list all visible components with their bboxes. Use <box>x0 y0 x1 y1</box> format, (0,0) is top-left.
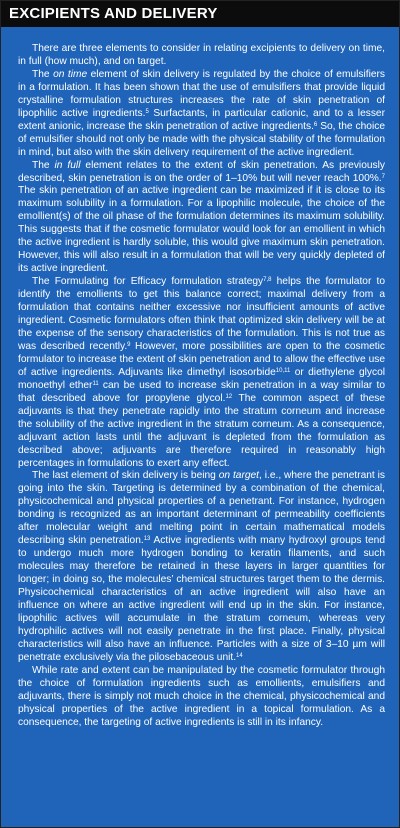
paragraph-text: Active ingredients with many hydroxyl groups tend to undergo much more hydrogen bonding to keratin filaments, and such molecules may therefore be retained in these layers in larger quantities for longer; in doing so, the molecules’ chemical structures target them to the dermis. Physicochemical characteristics of an active ingredient will also have an influence on where an active ingredient will end up in the skin. For instance, lipophilic actives will accumulate in the stratum corneum, whereas very hydrophilic actives will not easily penetrate in the first place. Finally, physical characteristics will also have an influence. Particles with a size of 3–10 µm will penetrate exclusively via the pilosebaceous unit. <box>18 535 385 663</box>
paragraph-text: , i.e., where the penetrant is going into the skin. Targeting is determined by a combination of the chemical, physicochemical and physical properties of a penetrant. For instance, hydrogen bonding is recognized as an important determinant of permeability coefficients after molecular weight and melting point in certain mathematical models describing skin penetration. <box>18 470 386 547</box>
paragraph-text: can be used to increase skin penetration in a way similar to that described above for propylene glycol. <box>18 379 385 404</box>
paragraph-text: element relates to the extent of skin penetration. As previously described, skin penetration is on the order of 1–10% but will never reach 100%. <box>18 159 385 184</box>
reference-number: 7,8 <box>263 277 272 284</box>
paragraph-text: The <box>32 159 55 171</box>
body-paragraph <box>18 665 385 730</box>
reference-number: 5 <box>145 108 149 115</box>
emphasis-text: on time <box>53 68 88 80</box>
body-paragraph <box>18 43 385 69</box>
paragraph-text: Surfactants, in particular cationic, and to a lesser extent anionic, increase the skin penetration of active ingredients. <box>18 107 385 132</box>
reference-number: 14 <box>236 652 243 659</box>
paragraph-text: However, more possibilities are open to the cosmetic formulator to increase the extent of skin penetration and to allow the effective use of active ingredients. Adjuvants like dimethyl isosorbide <box>18 340 385 378</box>
paragraph-text: or diethylene glycol monoethyl ether <box>18 366 385 391</box>
paragraph-text: element of skin delivery is regulated by the choice of emulsifiers in a formulation. It has been shown that the use of emulsifiers that provide liquid crystalline formulation structures increases the rate of skin penetration of lipophilic active ingredients. <box>18 68 385 119</box>
paragraph-text: The Formulating for Efficacy formulation strategy <box>32 276 264 288</box>
reference-number: 10,11 <box>275 367 291 374</box>
emphasis-text: on target <box>218 470 260 482</box>
sidebar-body <box>1 27 399 730</box>
body-paragraph <box>18 160 385 277</box>
sidebar-header: EXCIPIENTS AND DELIVERY <box>1 1 399 27</box>
paragraph-text: The <box>32 68 54 80</box>
paragraph-text: The last element of skin delivery is being <box>32 470 219 482</box>
reference-number: 12 <box>225 393 233 400</box>
paragraph-text: The skin penetration of an active ingredient can be maximized if it is close to its maximum solubility in a formulation. For a lipophilic molecule, the choice of the emollient(s) of the oil phase of the formulation determines its maximum solubility. This suggests that if the cosmetic formulator would look for an emollient in which the active ingredient is hardly soluble, this would give maximum skin penetration. However, this will also result in a formulation that will be very quickly depleted of its active ingredient. <box>18 185 385 275</box>
body-paragraph <box>18 470 385 664</box>
reference-number: 6 <box>313 121 318 128</box>
reference-number: 7 <box>381 173 385 180</box>
body-paragraph <box>18 69 385 160</box>
body-paragraph <box>18 276 385 470</box>
paragraph-text: helps the formulator to identify the emollients to get this balance correct; maximal delivery from a formulation that contains neither excessive nor insufficient amounts of active ingredient. Cosmetic formulators often think that optimized skin delivery will be at the expense of the sensory characteristics of the formulation. This is not true as was described recently. <box>18 276 385 352</box>
paragraph-text: There are three elements to consider in relating excipients to delivery on time, in full (how much), and on target. <box>18 43 385 67</box>
reference-number: 11 <box>92 380 99 387</box>
emphasis-text: in full <box>54 159 81 171</box>
reference-number: 9 <box>127 341 131 348</box>
paragraph-text: The common aspect of these adjuvants is that they penetrate rapidly into the stratum corneum and increase the solubility of the active ingredient in the stratum corneum. As a consequence, adjuvant action lasts until the adjuvant is depleted from the formulation as described above; adjuvants are therefore required in reasonably high percentages in formulations to exert any effect. <box>18 392 385 469</box>
paragraph-text: While rate and extent can be manipulated by the cosmetic formulator through the choice of formulation ingredients such as emollients, emulsifiers and adjuvants, there is simply not much choice in the chemical, physicochemical and physical properties of the active ingredient in a topical formulation. As a consequence, the targeting of active ingredients is still in its infancy. <box>18 664 385 728</box>
paragraph-text: So, the choice of emulsifier should not only be made with the physical stability of the formulation in mind, but also with the skin delivery requirement of the active ingredient. <box>18 120 385 158</box>
reference-number: 13 <box>143 536 151 543</box>
